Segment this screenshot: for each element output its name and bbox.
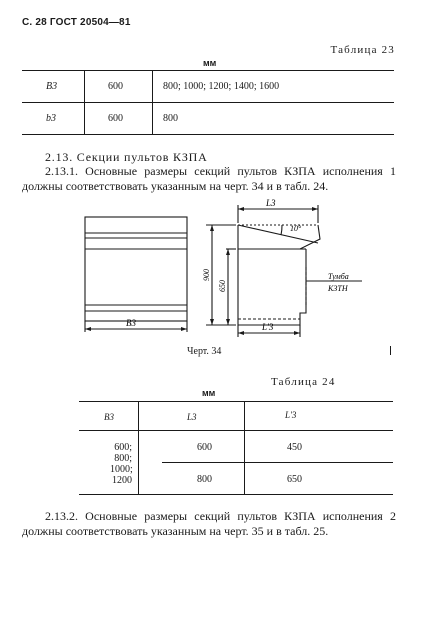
table-23-row-label: b3 [46,113,56,124]
side-view-body [238,249,306,325]
table-24-row-rule [162,462,393,463]
side-view-top [238,225,320,249]
table-24-cell: 800 [197,474,212,485]
label-b3: B3 [126,318,136,328]
table-23-top-rule [22,70,394,71]
table-24-col-rule [244,401,245,494]
callout-label-2: КЗТН [328,284,348,293]
table-24-header-b3: B3 [104,412,114,422]
side-view-slope [238,225,318,243]
drawing-34 [0,195,431,355]
table-24-b-value: 1000; [110,464,133,475]
table-23-bottom-rule [22,134,394,135]
table-24-cell: 650 [287,474,302,485]
drawing-caption: Черт. 34 [187,346,222,357]
section-paragraph: 2.13.1. Основные размеры секций пультов КЗПА исполнения 1 должны соответствовать указанным на черт. 34 и в табл. 24. [22,164,396,193]
table-24-cell: 450 [287,442,302,453]
table-24-top-rule [79,401,393,402]
label-l3: L3 [266,198,276,208]
label-dim-650: 650 [218,280,227,292]
label-dim-900: 900 [202,269,211,281]
table-24-b-value: 800; [114,453,132,464]
page-header: С. 28 ГОСТ 20504—81 [22,17,131,28]
table-24-cell: 600 [197,442,212,453]
table-24-header-l3-prime: L'3 [285,410,297,420]
label-l3-prime: L'3 [262,322,274,332]
table-24-b-value: 1200 [112,475,132,486]
table-24-col-rule [138,401,139,494]
angle-arc [281,225,282,235]
callout-label-1: Тумба [328,272,349,281]
table-23-col-rule [84,70,85,134]
label-angle: 10° [290,224,302,233]
table-24-bottom-rule [79,494,393,495]
section-title: 2.13. Секции пультов КЗПА [45,150,208,164]
table-23-unit: мм [203,58,217,68]
table-23-row-rule [22,102,394,103]
paragraph-2-13-2: 2.13.2. Основные размеры секций пультов КЗПА исполнения 2 должны соответствовать указанным на черт. 35 и в табл. 25. [22,509,396,538]
margin-mark [390,346,391,355]
table-24-header-rule [79,430,393,431]
table-24-unit: мм [202,388,216,398]
table-23-row-label: B3 [46,81,58,92]
table-23-cell: 800 [163,113,178,124]
table-24-header-l3: L3 [187,412,197,422]
table-23-col-rule [152,70,153,134]
table-23-cell: 600 [108,113,123,124]
table-24-b-value: 600; [114,442,132,453]
table-23-cell: 600 [108,81,123,92]
table-23-caption: Таблица 23 [330,44,395,56]
table-23-cell: 800; 1000; 1200; 1400; 1600 [163,81,280,92]
table-24-caption: Таблица 24 [271,376,336,388]
table-24-b-values [110,442,132,486]
